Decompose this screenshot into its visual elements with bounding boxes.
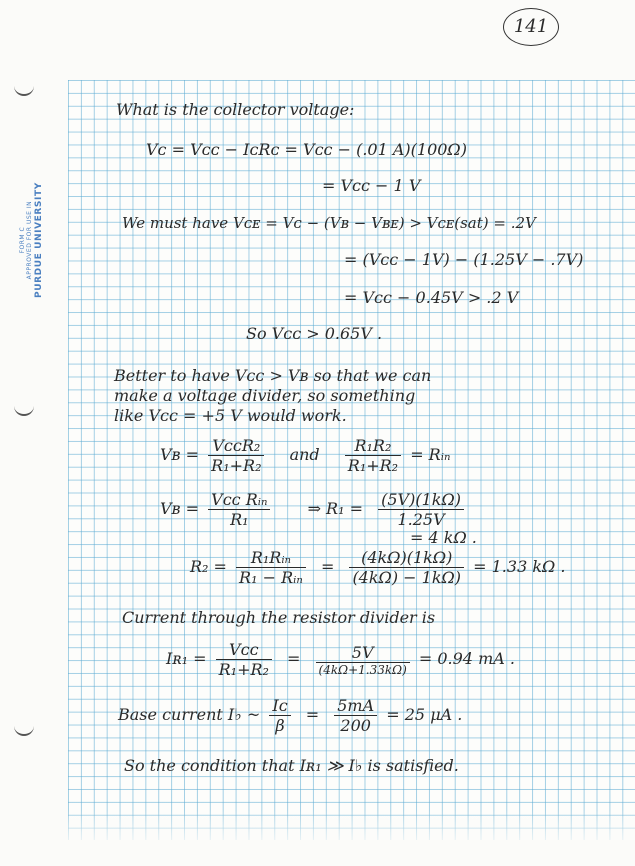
binder-hole-mark [14,404,34,416]
margin-stamp [20,182,44,298]
stamp-line2: APPROVED FOR USE IN [25,200,33,280]
eq-vc-result: = Vᴄᴄ − 1 V [322,176,421,195]
stamp-line1: FORM C [19,226,26,254]
ir1-values-fraction: $\frac{5V}{(4k\Omega+1.33k\Omega)}$ [316,643,410,677]
eq-vc: Vᴄ = Vᴄᴄ − IᴄRᴄ = Vᴄᴄ − (.01 A)(100Ω) [146,140,467,159]
eq-vce-expand: = (Vᴄᴄ − 1V) − (1.25V − .7V) [344,250,584,269]
vb-lhs: Vʙ = [160,445,200,464]
eq-vcc-min: So Vᴄᴄ > 0.65V . [246,324,383,343]
eq-base-current: Base current I♭ ~ $\frac{\text{Iᴄ}}{\beta}$ = $\frac{5mA}{200}$ = 25 μA . [118,696,463,735]
r2-values-fraction: $\frac{(4k\Omega)(1k\Omega)}{(4k\Omega) - 1k\Omega)}$ [349,548,464,587]
ib-result: = 25 μA . [386,705,463,724]
and-word: and [289,445,320,464]
eq-ir1: Iʀ₁ = $\frac{\text{Vᴄᴄ}}{\text{R₁+R₂}}$ = $\frac{5V}{(4k\Omega+1.33k\Omega)}$ = 0.94 mA . [166,640,515,679]
text-condition-satisfied: So the condition that Iʀ₁ ≫ I♭ is satisfied. [124,756,459,775]
stamp-line3: PURDUE UNIVERSITY [33,182,44,298]
ir1-result: = 0.94 mA . [418,649,515,668]
text-vcc-5v: like Vᴄᴄ = +5 V would work. [114,406,347,425]
page-number: 141 [503,8,559,46]
ib-fraction: $\frac{\text{Iᴄ}}{\beta}$ [269,696,290,735]
r2-fraction: $\frac{\text{R₁Rᵢₙ}}{\text{R₁ − Rᵢₙ}}$ [236,548,306,587]
vb2-fraction: $\frac{\text{Vᴄᴄ Rᵢₙ}}{\text{R₁}}$ [208,490,270,529]
binder-hole-mark [14,724,34,736]
r1-fraction: $\frac{(5V)(1k\Omega)}{1.25V}$ [378,490,464,529]
text-better: Better to have Vᴄᴄ > Vʙ so that we can [114,366,432,385]
text-current-divider: Current through the resistor divider is [122,608,436,627]
eq-vce-condition: We must have Vᴄᴇ = Vᴄ − (Vʙ − Vʙᴇ) > Vᴄᴇ(sat) = .2V [122,214,536,232]
ib-values-fraction: $\frac{5mA}{200}$ [334,696,377,735]
binder-hole-mark [14,84,34,96]
ir1-fraction: $\frac{\text{Vᴄᴄ}}{\text{R₁+R₂}}$ [216,640,272,679]
text-divider: make a voltage divider, so something [114,386,416,405]
eq-vb-rin [160,436,450,475]
rin-fraction: $\frac{\text{R₁R₂}}{\text{R₁+R₂}}$ [345,436,401,475]
vb-fraction: $\frac{\text{VᴄᴄR₂}}{\text{R₁+R₂}}$ [208,436,264,475]
implies-r1: ⇒ R₁ = [307,499,364,518]
page-bottom-fade [0,810,635,866]
eq-vce-simplified: = Vᴄᴄ − 0.45V > .2 V [344,288,519,307]
eq-r2: R₂ = $\frac{\text{R₁Rᵢₙ}}{\text{R₁ − Rᵢₙ}}$ = $\frac{(4k\Omega)(1k\Omega)}{(4k\Omega) - 1k\Omega)}$ = 1.33 kΩ . [190,548,566,587]
eq-vb-r1: Vʙ = $\frac{\text{Vᴄᴄ Rᵢₙ}}{\text{R₁}}$ ⇒ R₁ = $\frac{(5V)(1k\Omega)}{1.25V}$ [160,490,468,529]
r2-result: = 1.33 kΩ . [473,557,566,576]
line-question: What is the collector voltage: [116,100,355,119]
rin-rhs: = Rᵢₙ [410,445,451,464]
r1-result: = 4 kΩ . [410,528,477,547]
